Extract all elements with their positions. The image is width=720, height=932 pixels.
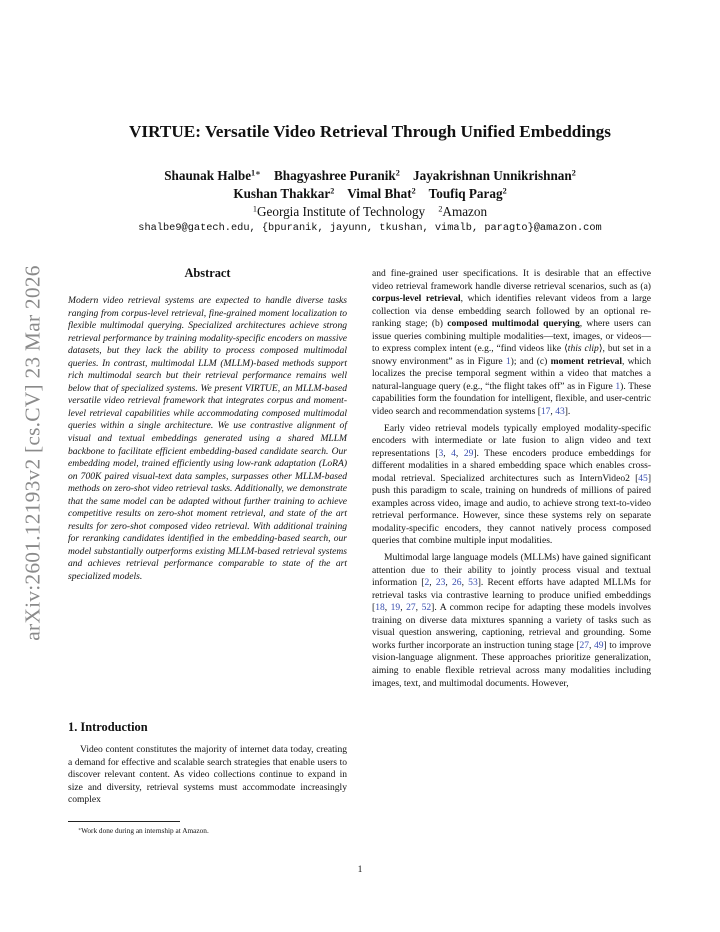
text-run: , [443,447,452,459]
citation-link[interactable]: 53 [468,577,478,589]
text-run: ]. A common recipe for adapting these models involves training on diverse data mixtures spanning a variety of tasks such as visual question answering, captioning, retrieval and grounding. Some works further incorporate an instruction tuning stage [ [372,602,652,651]
arxiv-stamp [14,258,52,648]
affiliations [60,204,680,220]
citation-link[interactable]: 4 [451,447,456,459]
citation-link[interactable]: 18 [375,602,385,614]
text-run: Multimodal large language models (MLLMs) have gained significant attention due to their ability to jointly process visual and textual information [ [372,552,651,589]
text-run: , [400,602,407,614]
intro-paragraph [68,744,347,807]
citation-link[interactable]: 29 [463,447,474,459]
paper-title: VIRTUE: Versatile Video Retrieval Through Unified Embeddings [129,122,611,141]
author-affil-mark: 2 [502,186,507,196]
footnote-mark: ∗ [78,826,82,832]
citation-link[interactable]: 49 [593,639,604,651]
text-run: , [415,602,422,614]
text-run: Early video retrieval models typically employed modality-specific encoders with intermediate or late fusion to align video and text representations [ [372,422,651,459]
author-affil-mark: 2 [395,168,400,178]
figure-link[interactable]: 1 [615,380,621,392]
figure-link[interactable]: 1 [505,355,511,367]
text-run: ]. [564,406,571,418]
author-name: Jayakrishnan Unnikrishnan [413,168,572,183]
author-name: Shaunak Halbe [164,168,252,183]
right-paragraph-3 [372,552,651,690]
italic-term: this clip [567,343,599,355]
text-run: , [589,639,594,651]
text-run: , which identifies relevant videos from a large collection via dense embedding search followed by an optional re-ranking stage; (b) [372,293,651,330]
affiliation-1: Georgia Institute of Technology [256,204,426,219]
text-run: ] to improve vision-language alignment. These approaches prioritize generalization, aiming to enable flexible retrieval across many modalities including images, text, and multimodal documents. However, [372,639,651,689]
text-run: ]. Recent efforts have adapted MLLMs for retrieval tasks via contrastive learning to produce unified embeddings [ [372,577,651,614]
citation-link[interactable]: 27 [579,639,590,651]
text-run: , [550,406,556,418]
text-run: , which localizes the precise temporal segment within a video that matches a natural-language query (e.g., “the flight takes off” as in Figure [372,355,651,392]
text-run: ] push this paradigm to scale, training on hundreds of millions of paired examples across video, image and audio, to achieve strong text-to-video retrieval performance. However, since these systems rely on separate modality-specific encoders, they cannot natively process composed queries that combine multiple input modalities. [372,472,651,547]
bold-term: moment retrieval [550,355,623,367]
citation-link[interactable]: 43 [555,406,565,418]
affil-number: 1 [252,204,257,214]
citation-link[interactable]: 2 [424,577,430,589]
author-affil-mark: 1∗ [251,168,261,178]
author-line-2 [60,186,680,202]
abstract-body: Modern video retrieval systems are expected to handle diverse tasks ranging from corpus-level retrieval, fine-grained moment localization to flexible multimodal querying. Specialized architectures achieve strong retrieval performance by training modality-specific encoders on massive datasets, but they lack the ability to process composed multimodal queries. In contrast, multimodal LLM (MLLM)-based methods support rich multimodal search but their retrieval performance remains well below that of specialized systems. We present VIRTUE, an MLLM-based versatile video retrieval framework that integrates corpus and moment-level retrieval capabilities while accommodating composed multimodal queries within a single architecture. We use contrastive alignment of visual and textual embeddings generated using a shared MLLM backbone to facilitate efficient embedding-based candidate search. Our embedding model, trained efficiently using low-rank adaptation (LoRA) on 700K paired visual-text data samples, surpasses other MLLM-based methods on zero-shot video retrieval tasks. Additionally, we demonstrate that the same model can be adapted without further training to achieve competitive results on zero-shot moment retrieval, and state of the art results for zero-shot composed video retrieval. With additional training for reranking candidates identified in the embedding-based search, our model substantially outperforms existing MLLM-based retrieval systems and achieves retrieval performance comparable to state of the art specialized models. [68,295,347,583]
page-number: 1 [357,864,363,875]
text-run: and fine-grained user specifications. It is desirable that an effective video retrieval framework handle diverse retrieval scenarios, such as (a) [372,268,651,292]
author-affil-mark: 2 [411,186,416,196]
text-run: , [455,447,464,459]
arxiv-stamp-text: arXiv:2601.12193v2 [cs.CV] 23 Mar 2026 [20,265,45,641]
text-run: , where users can issue queries combining multiple modalities—text, images, or videos—to express complex intent (e.g., “find videos like ⟨ [372,318,651,355]
text-run: , [461,577,469,589]
right-paragraph-2 [372,423,651,548]
citation-link[interactable]: 52 [421,602,432,614]
text-run: ); and (c) [510,355,551,367]
citation-link[interactable]: 19 [390,602,401,614]
abstract-heading: Abstract [184,266,231,280]
footnote [78,826,209,835]
author-emails: shalbe9@gatech.edu, {bpuranik, jayunn, tkushan, vimalb, paragto}@amazon.com [138,222,602,234]
text-run: , [384,602,391,614]
text-run: , [445,577,453,589]
author-name: Kushan Thakkar [233,186,331,201]
citation-link[interactable]: 23 [435,577,446,589]
author-affil-mark: 2 [571,168,576,178]
bold-term: composed multimodal querying [447,318,580,330]
author-affil-mark: 2 [330,186,335,196]
affiliation-2: Amazon [442,204,488,219]
citation-link[interactable]: 3 [438,447,444,459]
right-paragraph-1 [372,268,651,419]
text-run: ⟩, but set in a snowy environment” as in Figure [372,343,651,367]
footnote-text: Work done during an internship at Amazon. [81,826,209,835]
citation-link[interactable]: 26 [452,577,462,589]
author-name: Toufiq Parag [428,186,503,201]
citation-link[interactable]: 45 [638,472,648,484]
right-column [372,268,651,690]
author-line-1 [60,168,680,184]
bold-term: corpus-level retrieval [372,293,461,305]
author-name: Vimal Bhat [347,186,412,201]
text-run: ). These capabilities form the foundation for intelligent, flexible, and user-centric video search and recommendation systems [ [372,380,651,418]
citation-link[interactable]: 27 [406,602,416,614]
section-heading-introduction: 1. Introduction [68,720,148,734]
intro-paragraph-text: Video content constitutes the majority of internet data today, creating a demand for effective and scalable search strategies that enable users to discover relevant content. As video collections continue to expand in size and diversity, retrieval systems must accommodate increasingly complex [68,744,347,806]
text-run: ]. These encoders produce embeddings for different modalities in a shared embedding space which enables cross-modal retrieval. Specialized architectures such as InternVideo2 [ [372,447,651,484]
citation-link[interactable]: 17 [540,406,551,418]
text-run: , [429,577,436,589]
footnote-rule [68,821,180,822]
author-name: Bhagyashree Puranik [273,168,396,183]
affil-number: 2 [438,204,443,214]
